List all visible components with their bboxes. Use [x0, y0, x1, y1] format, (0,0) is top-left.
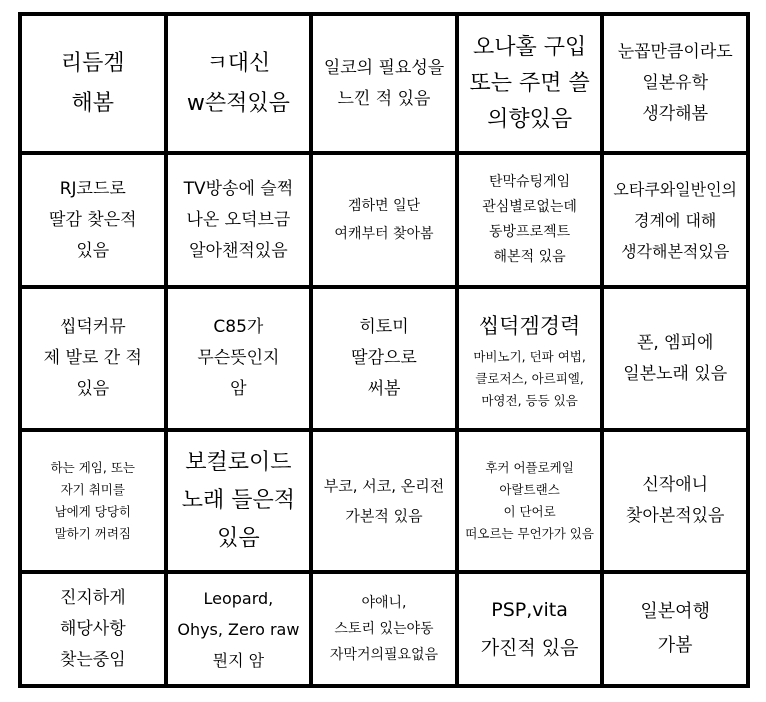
- bingo-cell: [604, 574, 746, 684]
- cell-text: RJ코드로 딸감 찾은적 있음: [49, 178, 137, 261]
- cell-text: 폰, 엠피에 일본노래 있음: [623, 332, 728, 384]
- bingo-cell: [168, 16, 310, 151]
- bingo-cell: [604, 16, 746, 151]
- bingo-cell: [313, 574, 455, 684]
- cell-text: 오타쿠와일반인의 경계에 대해 생각해본적있음: [613, 179, 738, 261]
- bingo-cell: [22, 16, 164, 151]
- cell-text: 씹덕커뮤 제 발로 간 적 있음: [43, 317, 142, 399]
- bingo-cell: [459, 574, 601, 684]
- bingo-cell: [22, 574, 164, 684]
- cell-heading: 씹덕겜경력: [478, 313, 581, 338]
- bingo-cell: [313, 289, 455, 428]
- bingo-cell: [604, 432, 746, 570]
- bingo-cell: [168, 432, 310, 570]
- cell-text: 보컬로이드 노래 들은적 있음: [181, 450, 296, 551]
- bingo-cell: [313, 155, 455, 285]
- bingo-cell: [313, 432, 455, 570]
- bingo-cell: [22, 289, 164, 428]
- cell-text: 리듬겜 해봄: [60, 50, 125, 116]
- cell-text: PSP,vita 가진적 있음: [480, 599, 579, 659]
- cell-text: 후커 어플로케일 아랄트랜스 이 단어로 떠오르는 무언가가 있음: [465, 460, 594, 541]
- bingo-cell: [168, 289, 310, 428]
- cell-text: TV방송에 슬쩍 나온 오덕브금 알아챈적있음: [183, 178, 294, 261]
- cell-text: C85가 무슨뜻인지 암: [197, 317, 280, 399]
- bingo-cell: [459, 289, 601, 428]
- cell-text: 탄막슈팅게임 관심별로없는데 동방프로젝트 해본적 있음: [482, 174, 577, 265]
- cell-text: 진지하게 해당사항 찾는중임: [59, 587, 126, 670]
- cell-text: 일코의 필요성을 느낀 적 있음: [323, 57, 445, 109]
- bingo-cell: [168, 574, 310, 684]
- bingo-cell: [22, 155, 164, 285]
- bingo-cell: [22, 432, 164, 570]
- cell-text: 일본여행 가봄: [640, 601, 710, 656]
- cell-text: 눈꼽만큼이라도 일본유학 생각해봄: [617, 42, 733, 124]
- cell-text: ㅋ대신 w쓴적있음: [186, 50, 290, 116]
- cell-subtext: 마비노기, 던파 여법, 클로저스, 아르피엘, 마영전, 등등 있음: [473, 348, 586, 408]
- cell-text: 신작애니 찾아본적있음: [625, 475, 725, 526]
- bingo-cell: [168, 155, 310, 285]
- bingo-cell: [459, 155, 601, 285]
- bingo-cell: [313, 16, 455, 151]
- cell-stack: [473, 306, 586, 412]
- cell-text: Leopard, Ohys, Zero raw 뭔지 암: [177, 588, 300, 670]
- cell-text: 겜하면 일단 여캐부터 찾아봄: [334, 198, 434, 242]
- cell-text: 하는 게임, 또는 자기 취미를 남에게 당당히 말하기 꺼려짐: [50, 460, 135, 541]
- bingo-cell: [604, 289, 746, 428]
- cell-text: 오나홀 구입 또는 주면 쓸 의향있음: [469, 34, 590, 132]
- cell-text: 야애니, 스토리 있는야동 자막거의필요없음: [329, 595, 439, 663]
- cell-text: 히토미 딸감으로 써봄: [351, 317, 417, 399]
- cell-text: 부코, 서코, 온리전 가본적 있음: [323, 477, 445, 525]
- bingo-cell: [459, 432, 601, 570]
- bingo-cell: [459, 16, 601, 151]
- bingo-board: [18, 12, 750, 688]
- bingo-cell: [604, 155, 746, 285]
